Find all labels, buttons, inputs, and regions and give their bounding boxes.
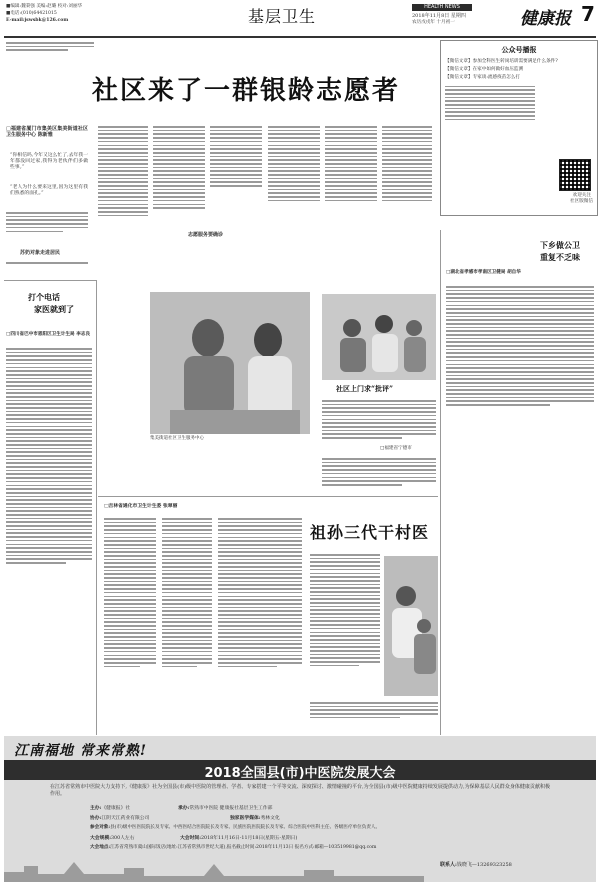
pull-quote-2: “老人为什么要来这里,因为这里有我们熟悉的面孔。”: [10, 185, 88, 197]
ad-sponsor-value: 《健康报》社: [101, 806, 131, 811]
ad-intro: 在江苏省常熟市中医院大力支持下,《健康报》社为全国县(市)级中医院的管理者、学者、专家搭建一个平等交流、深度探讨、激情碰撞的平台,为全国县(市)级中医院健康持续发展提供动力,为保障基层人民群众身体健康贡献积极作用。: [50, 784, 550, 797]
main-left-lines: [6, 40, 94, 100]
caption-box: 苏奶对象走进居民: [20, 250, 61, 256]
ad-time: [180, 835, 297, 842]
photo-caption: 集美街道社区卫生服务中心: [150, 436, 204, 441]
article-byline: □福建省宁德市: [380, 446, 412, 451]
ad-scale-value: 300人左右: [110, 836, 135, 841]
main-col-6: [382, 124, 432, 204]
article-title: 打个电话: [28, 292, 60, 302]
article-photo: [384, 556, 438, 696]
sidebar-lines: [445, 86, 535, 121]
photo-people-icon: [322, 294, 436, 380]
main-col-1: [98, 124, 148, 218]
section-rule: [4, 280, 96, 281]
left-col-text: [6, 210, 88, 234]
article-text-2: [322, 456, 436, 488]
article-title: 家医就到了: [34, 304, 74, 314]
section-title: 基层卫生: [248, 7, 317, 26]
pull-quote: “你相信吗,今年又这么忙了,去年我一年都没回过家,我得为老伙伴们多做些事。”: [10, 153, 88, 171]
lunar-line: 农历戊戌年 十月初一: [412, 20, 455, 25]
ad-sponsor-label: 主办:: [90, 805, 102, 811]
main-col-2: [153, 124, 205, 211]
col-divider: [440, 230, 441, 735]
right-col-text: [446, 284, 594, 408]
email-line: E-mail:jswsbk@126.com: [6, 18, 69, 23]
ad-exclusive-value: 秀林文化: [260, 816, 280, 821]
ad-scale: [90, 835, 135, 842]
sidebar-item[interactable]: 【微信文章】在家中如何做好血压监测: [445, 67, 524, 73]
article-col: [310, 552, 380, 668]
article-photo: [322, 294, 436, 380]
article-title: 重复不乏味: [540, 252, 580, 262]
ad-contact: [440, 862, 512, 868]
main-col-3: [210, 124, 262, 189]
article-col: [162, 516, 212, 669]
left-col-text-3: [6, 346, 92, 566]
city-skyline-icon: [4, 856, 424, 882]
sidebar-item[interactable]: 【微信文章】专家谈:流感疫苗怎么打: [445, 75, 521, 81]
brand-cn: 健康报: [520, 9, 571, 29]
article-col: [104, 516, 156, 669]
ad-venue-label: 大会地点:: [90, 845, 111, 850]
main-col-4: [268, 124, 320, 204]
article-byline: □吉林省通化市卫生计生委 张翠丽: [104, 503, 178, 509]
qr-sub: 社区版微信: [570, 199, 593, 204]
qr-code-icon[interactable]: [559, 159, 591, 191]
article-byline: □四川省巴中市恩阳区卫生计生局 李志良: [6, 332, 91, 337]
sidebar-title: 公众号播报: [501, 46, 537, 54]
ad-banner: 江南福地 常来常熟!: [14, 743, 148, 759]
ad-time-label: 大会时间:: [180, 835, 201, 841]
caption-label: 志愿服务要确诊: [188, 232, 224, 238]
phone-line: ■电话:(010)64421015: [6, 11, 57, 16]
editor-line: ■编辑:魏秉强 美编:赵璐 校对:刘丽华: [6, 4, 83, 9]
ad-title: 2018全国县(市)中医院发展大会: [204, 766, 396, 781]
qr-label: 欢迎关注: [572, 193, 591, 198]
section-rule: [98, 496, 438, 497]
date-line: 2018年11月8日 星期四: [412, 13, 466, 19]
ad-contact-label: 联系人:: [440, 862, 457, 868]
ad-exclusive: [230, 815, 280, 822]
article-byline: □湖北省孝感市孝南区卫健局 胡自华: [446, 270, 521, 275]
article-col: [310, 700, 438, 721]
header-rule: [4, 36, 596, 38]
article-title: 祖孙三代干村医: [310, 523, 430, 542]
main-headline: 社区来了一群银龄志愿者: [92, 76, 401, 106]
article-col: [218, 516, 302, 669]
ad-exclusive-label: 独家医学媒体:: [230, 815, 261, 821]
article-title: 下乡做公卫: [540, 240, 580, 250]
ad-time-value: 2018年11月16日-11月18日(星期五-星期日): [200, 836, 298, 841]
ad-scale-label: 大会规模:: [90, 835, 111, 841]
ad-sponsor: [90, 805, 130, 812]
ad-contact-value: 钱晓飞—13269323258: [456, 862, 512, 868]
article-text: [322, 398, 436, 441]
ad-cohost-label: 协办:: [90, 815, 102, 821]
left-col-text-2: [6, 260, 88, 266]
sidebar-box: [440, 40, 598, 216]
ad-organizer-label: 承办:: [178, 805, 190, 811]
brand-en: HEALTH NEWS: [412, 4, 472, 11]
main-article-photo: [150, 292, 310, 434]
ad-attendee: [90, 825, 590, 831]
photo-figures-icon: [150, 292, 310, 434]
article-title: 社区上门求“批评”: [336, 384, 394, 393]
ad-venue: [90, 845, 590, 851]
photo-doctor-icon: [384, 556, 438, 696]
ad-cohost: [90, 815, 149, 822]
ad-attendee-value: 县(市)级中医医院院长及专家、中西医结合医院院长及专家、民族医院医院院长及专家、综合医院中医科主任、各级医疗单位负责人。: [110, 825, 381, 830]
main-col-5: [325, 124, 377, 204]
main-byline: □福建省厦门市集美区集美街道社区卫生服务中心 陈新雅: [6, 126, 88, 139]
ad-venue-value: 江苏省常熟市虞山国际饭店(地址:江苏省常熟市世纪大道),报名截止时间:2018年11月13日 报名方式:邮箱—103519981@qq.com: [110, 845, 377, 850]
ad-attendee-label: 参会对象:: [90, 825, 111, 830]
ad-cohost-value: 江阴天江药业有限公司: [101, 816, 150, 821]
ad-organizer: [178, 805, 272, 812]
ad-organizer-value: 常熟市中医院 健康报社基层卫生工作部: [189, 806, 273, 811]
col-divider: [96, 280, 97, 735]
sidebar-item[interactable]: 【微信文章】参加全科医生转岗培训需要满足什么条件?: [445, 59, 558, 64]
page-number: 7: [581, 2, 595, 26]
